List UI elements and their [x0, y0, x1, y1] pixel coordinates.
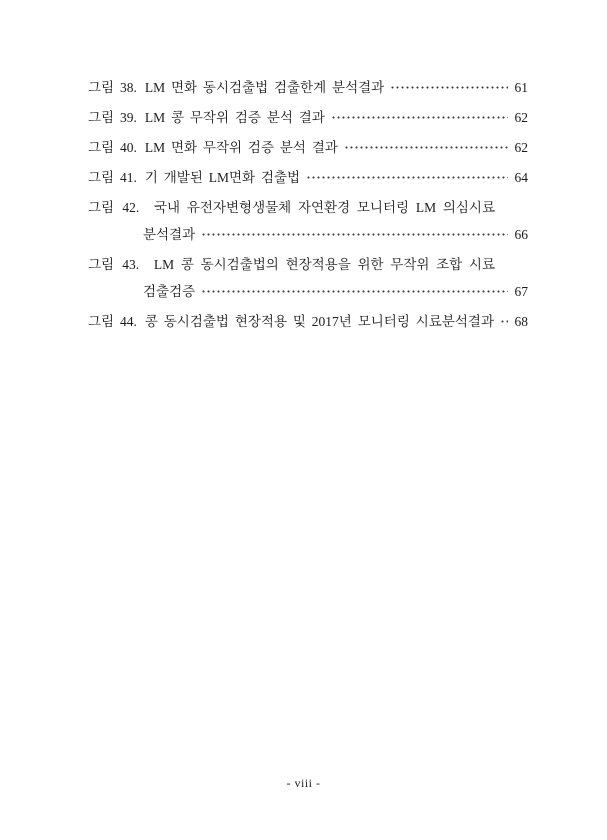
- figure-entry-row: [88, 164, 528, 191]
- figure-label: 그림 39.: [88, 110, 137, 125]
- figure-title: LM 면화 무작위 검증 분석 결과: [144, 140, 338, 155]
- figure-entry-continuation-row: [88, 221, 528, 248]
- figure-page-number: 64: [514, 170, 528, 185]
- figure-entry-row: [88, 308, 528, 335]
- figure-title-continuation: 분석결과: [143, 227, 196, 242]
- figure-page-number: 67: [514, 284, 528, 299]
- figure-page-number: 68: [514, 314, 528, 329]
- figure-label: 그림 38.: [88, 80, 137, 95]
- figure-list: [88, 74, 528, 338]
- figure-entry-row: [88, 74, 528, 101]
- figure-entry: [88, 104, 528, 131]
- dot-leader: [344, 146, 508, 149]
- figure-entry: [88, 308, 528, 335]
- figure-page-number: 61: [514, 80, 528, 95]
- figure-label: 그림 40.: [88, 140, 137, 155]
- figure-title: LM 면화 동시검출법 검출한계 분석결과: [144, 80, 385, 95]
- figure-page-number: 62: [514, 110, 528, 125]
- dot-leader: [500, 320, 508, 323]
- figure-title: LM 콩 무작위 검증 분석 결과: [144, 110, 325, 125]
- figure-title-continuation: 검출검증: [143, 284, 196, 299]
- figure-entry: [88, 164, 528, 191]
- dot-leader: [201, 290, 508, 293]
- figure-page-number: 62: [514, 140, 528, 155]
- figure-page-number: 66: [514, 227, 528, 242]
- figure-label: 그림 43.: [88, 257, 140, 272]
- figure-entry-row: [88, 251, 528, 278]
- figure-entry: [88, 134, 528, 161]
- dot-leader: [201, 233, 508, 236]
- figure-title: 국내 유전자변형생물체 자연환경 모니터링 LM 의심시료: [154, 200, 496, 215]
- figure-entry-row: [88, 134, 528, 161]
- figure-title: LM 콩 동시검출법의 현장적용을 위한 무작위 조합 시료: [153, 257, 495, 272]
- figure-entry-row: [88, 194, 528, 221]
- dot-leader: [306, 176, 508, 179]
- dot-leader: [390, 86, 508, 89]
- figure-title: 기 개발된 LM면화 검출법: [144, 170, 301, 185]
- figure-label: 그림 41.: [88, 170, 137, 185]
- figure-title: 콩 동시검출법 현장적용 및 2017년 모니터링 시료분석결과: [144, 314, 494, 329]
- figure-entry: [88, 74, 528, 101]
- figure-entry: [88, 251, 528, 305]
- dot-leader: [331, 116, 508, 119]
- figure-entry: [88, 194, 528, 248]
- figure-entry-row: [88, 104, 528, 131]
- figure-entry-continuation-row: [88, 278, 528, 305]
- page-number-footer: - viii -: [286, 776, 321, 790]
- figure-label: 그림 42.: [88, 200, 140, 215]
- figure-label: 그림 44.: [88, 314, 137, 329]
